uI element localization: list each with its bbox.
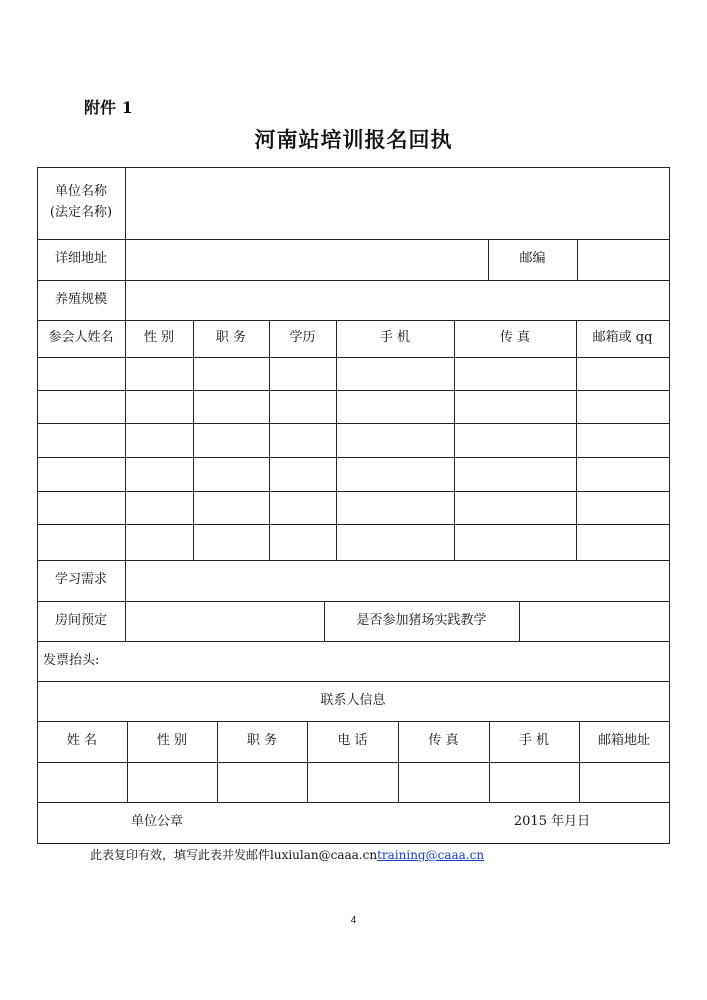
attendee-gender-header: 性 别 [143,330,175,346]
table-rule [669,167,670,844]
attendee-name-field[interactable] [38,492,125,524]
attendee-title-field[interactable] [194,424,269,457]
attendee-title-field[interactable] [194,358,269,390]
attendee-fax-field[interactable] [455,391,576,423]
contact-email-field[interactable] [580,763,669,802]
attendee-name-field[interactable] [38,525,125,560]
attendee-fax-field[interactable] [455,525,576,560]
attendee-education-field[interactable] [270,525,336,560]
contact-name-header: 姓 名 [66,733,98,749]
attendee-education-header: 学历 [289,330,316,346]
contact-gender-field[interactable] [128,763,217,802]
contact-mobile-field[interactable] [490,763,579,802]
contact-section-title: 联系人信息 [320,692,386,708]
attendee-email-field[interactable] [577,391,669,423]
attendee-mobile-field[interactable] [337,458,454,491]
attendee-name-field[interactable] [38,391,125,423]
attendee-email-field[interactable] [577,424,669,457]
footer-note-text: 此表复印有效，填写此表并发邮件luxiulan@caaa.cn [90,848,378,862]
attendee-fax-header: 传 真 [499,330,531,346]
study-needs-label: 学习需求 [54,572,107,588]
attendee-gender-field[interactable] [126,458,193,491]
attendee-gender-field[interactable] [126,492,193,524]
contact-phone-header: 电 话 [337,733,368,749]
attendee-education-field[interactable] [270,492,336,524]
address-field[interactable] [126,240,488,280]
email-link[interactable]: training@caaa.cn [377,848,485,862]
postcode-label: 邮编 [519,251,546,267]
contact-title-field[interactable] [218,763,307,802]
attendee-email-field[interactable] [577,458,669,491]
attendee-title-header: 职 务 [215,330,247,346]
attendee-title-field[interactable] [194,391,269,423]
attendee-email-field[interactable] [577,358,669,390]
study-needs-field[interactable] [126,561,669,601]
attendee-email-field[interactable] [577,492,669,524]
attendee-title-field[interactable] [194,458,269,491]
footer-note [90,846,484,863]
attendee-name-field[interactable] [38,424,125,457]
attendee-mobile-field[interactable] [337,525,454,560]
attendee-education-field[interactable] [270,458,336,491]
room-booking-field[interactable] [126,602,324,641]
seal-label: 单位公章 [130,814,183,830]
attendee-gender-field[interactable] [126,391,193,423]
contact-gender-header: 性 别 [156,733,188,749]
postcode-field[interactable] [578,240,669,280]
attendee-fax-field[interactable] [455,424,576,457]
attendee-name-field[interactable] [38,458,125,491]
attendee-mobile-field[interactable] [337,391,454,423]
attendee-gender-field[interactable] [126,358,193,390]
attendee-title-field[interactable] [194,525,269,560]
farm-practice-field[interactable] [520,602,669,641]
attendee-name-field[interactable] [38,358,125,390]
attendee-email-header: 邮箱或 qq [592,330,653,346]
attendee-gender-field[interactable] [126,525,193,560]
registration-form-table [37,167,669,843]
attachment-label: 附件 1 [84,98,133,117]
contact-name-field[interactable] [38,763,127,802]
contact-title-header: 职 务 [246,733,278,749]
scale-field[interactable] [126,281,669,320]
attendee-email-field[interactable] [577,525,669,560]
attendee-education-field[interactable] [270,424,336,457]
attendee-fax-field[interactable] [455,458,576,491]
attendee-fax-field[interactable] [455,492,576,524]
contact-fax-header: 传 真 [428,733,459,749]
attendee-mobile-field[interactable] [337,492,454,524]
contact-mobile-header: 手 机 [518,733,550,749]
room-booking-label: 房间预定 [54,612,107,628]
attendee-mobile-header: 手 机 [379,330,411,346]
table-rule [37,843,669,844]
scale-label: 养殖规模 [54,291,107,307]
date-label: 2015 年月日 [513,814,591,830]
attendee-mobile-field[interactable] [337,424,454,457]
attendee-education-field[interactable] [270,391,336,423]
attendee-mobile-field[interactable] [337,358,454,390]
contact-phone-field[interactable] [308,763,398,802]
form-title: 河南站培训报名回执 [254,127,453,152]
attendee-education-field[interactable] [270,358,336,390]
attendee-name-header: 参会人姓名 [48,330,114,346]
invoice-title-label: 发票抬头: [43,652,100,668]
attendee-fax-field[interactable] [455,358,576,390]
attendee-title-field[interactable] [194,492,269,524]
contact-email-header: 邮箱地址 [597,733,650,749]
page-number: 4 [350,915,357,926]
attendee-gender-field[interactable] [126,424,193,457]
address-label: 详细地址 [54,251,107,267]
unit-name-field[interactable] [126,168,669,239]
unit-name-label: 单位名称 (法定名称) [49,184,113,220]
contact-fax-field[interactable] [399,763,489,802]
farm-practice-label: 是否参加猪场实践教学 [356,612,487,628]
